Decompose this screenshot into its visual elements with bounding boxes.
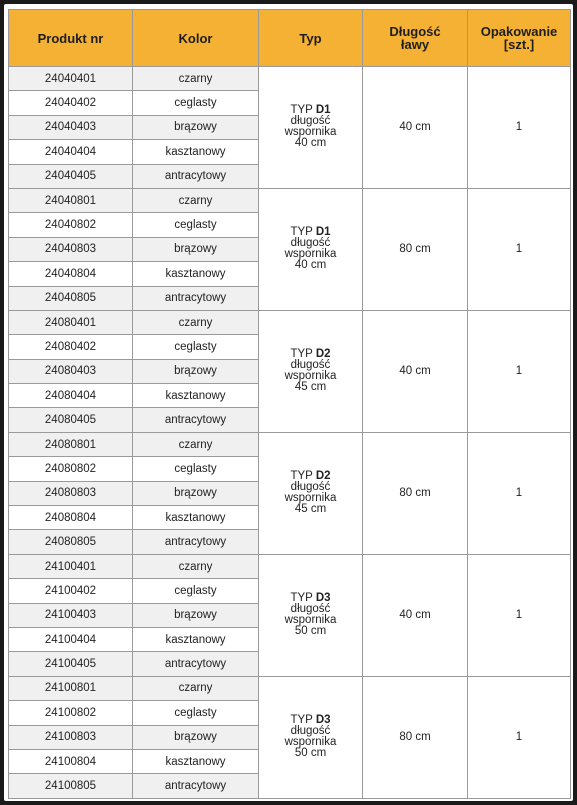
type-description-line: długość [290, 359, 331, 372]
table-frame [4, 4, 573, 801]
color-cell: kasztanowy [133, 627, 259, 651]
table-row [9, 676, 571, 700]
type-prefix: TYP [290, 348, 316, 361]
product-number-cell: 24080405 [9, 408, 133, 432]
color-cell: brązowy [133, 237, 259, 261]
header-row [9, 10, 571, 67]
color-cell: antracytowy [133, 408, 259, 432]
type-description-line: 50 cm [294, 625, 327, 638]
length-cell: 40 cm [363, 554, 468, 676]
type-description-line: 45 cm [294, 381, 327, 394]
table-row [9, 554, 571, 578]
color-cell: kasztanowy [133, 262, 259, 286]
color-cell: brązowy [133, 603, 259, 627]
type-code: D3 [315, 592, 331, 605]
type-cell [259, 67, 363, 189]
table-row [9, 432, 571, 456]
type-description-line: długość [290, 115, 331, 128]
type-description-line: długość [290, 603, 331, 616]
type-description-line: wspornika [284, 492, 337, 505]
product-number-cell: 24080801 [9, 432, 133, 456]
color-cell: czarny [133, 67, 259, 91]
product-table [8, 9, 571, 799]
package-cell: 1 [468, 310, 571, 432]
table-row [9, 67, 571, 91]
product-number-cell: 24100803 [9, 725, 133, 749]
color-cell: czarny [133, 188, 259, 212]
type-prefix: TYP [290, 104, 316, 117]
product-number-cell: 24080805 [9, 530, 133, 554]
type-prefix: TYP [290, 226, 316, 239]
length-cell: 40 cm [363, 67, 468, 189]
type-description-line: wspornika [284, 370, 337, 383]
color-cell: kasztanowy [133, 506, 259, 530]
type-description-line: 50 cm [294, 747, 327, 760]
color-cell: antracytowy [133, 774, 259, 798]
type-code: D2 [315, 348, 331, 361]
product-number-cell: 24040803 [9, 237, 133, 261]
color-cell: ceglasty [133, 579, 259, 603]
color-cell: czarny [133, 310, 259, 334]
product-number-cell: 24100405 [9, 652, 133, 676]
color-cell: czarny [133, 432, 259, 456]
color-cell: ceglasty [133, 213, 259, 237]
type-description-line: długość [290, 725, 331, 738]
color-cell: czarny [133, 554, 259, 578]
product-number-cell: 24040401 [9, 67, 133, 91]
product-number-cell: 24100404 [9, 627, 133, 651]
length-cell: 80 cm [363, 676, 468, 798]
type-code: D1 [315, 226, 331, 239]
length-cell: 40 cm [363, 310, 468, 432]
type-description-line: 45 cm [294, 503, 327, 516]
product-number-cell: 24100403 [9, 603, 133, 627]
product-number-cell: 24100402 [9, 579, 133, 603]
product-number-cell: 24100804 [9, 749, 133, 773]
type-cell [259, 188, 363, 310]
color-cell: brązowy [133, 115, 259, 139]
table-body [9, 67, 571, 799]
type-prefix: TYP [290, 592, 316, 605]
product-number-cell: 24080401 [9, 310, 133, 334]
package-cell: 1 [468, 676, 571, 798]
type-description-line: 40 cm [294, 137, 327, 150]
type-description-line: wspornika [284, 614, 337, 627]
color-cell: kasztanowy [133, 749, 259, 773]
type-description-line: długość [290, 481, 331, 494]
type-description-line: długość [290, 237, 331, 250]
color-cell: antracytowy [133, 652, 259, 676]
length-cell: 80 cm [363, 188, 468, 310]
product-number-cell: 24040404 [9, 140, 133, 164]
color-cell: brązowy [133, 481, 259, 505]
color-cell: antracytowy [133, 530, 259, 554]
type-code: D1 [315, 104, 331, 117]
header-package: Opakowanie [szt.] [468, 10, 571, 67]
product-number-cell: 24080402 [9, 335, 133, 359]
product-number-cell: 24080802 [9, 457, 133, 481]
header-type: Typ [259, 10, 363, 67]
package-cell: 1 [468, 188, 571, 310]
header-product: Produkt nr [9, 10, 133, 67]
color-cell: antracytowy [133, 286, 259, 310]
type-description-line: wspornika [284, 736, 337, 749]
type-cell [259, 432, 363, 554]
header-color: Kolor [133, 10, 259, 67]
product-number-cell: 24040805 [9, 286, 133, 310]
length-cell: 80 cm [363, 432, 468, 554]
type-cell [259, 310, 363, 432]
color-cell: ceglasty [133, 335, 259, 359]
type-description-line: wspornika [284, 126, 337, 139]
color-cell: ceglasty [133, 457, 259, 481]
type-description-line: wspornika [284, 248, 337, 261]
color-cell: antracytowy [133, 164, 259, 188]
product-number-cell: 24100801 [9, 676, 133, 700]
type-prefix: TYP [290, 470, 316, 483]
color-cell: kasztanowy [133, 384, 259, 408]
product-number-cell: 24080803 [9, 481, 133, 505]
package-cell: 1 [468, 554, 571, 676]
type-description-line: 40 cm [294, 259, 327, 272]
type-code: D3 [315, 714, 331, 727]
product-number-cell: 24040804 [9, 262, 133, 286]
color-cell: ceglasty [133, 701, 259, 725]
color-cell: brązowy [133, 359, 259, 383]
color-cell: kasztanowy [133, 140, 259, 164]
color-cell: ceglasty [133, 91, 259, 115]
product-number-cell: 24080404 [9, 384, 133, 408]
product-number-cell: 24040402 [9, 91, 133, 115]
table-row [9, 310, 571, 334]
type-prefix: TYP [290, 714, 316, 727]
product-number-cell: 24080403 [9, 359, 133, 383]
package-cell: 1 [468, 67, 571, 189]
type-cell [259, 676, 363, 798]
product-number-cell: 24040405 [9, 164, 133, 188]
product-number-cell: 24040403 [9, 115, 133, 139]
color-cell: brązowy [133, 725, 259, 749]
product-number-cell: 24100802 [9, 701, 133, 725]
product-number-cell: 24080804 [9, 506, 133, 530]
product-number-cell: 24040801 [9, 188, 133, 212]
product-number-cell: 24100805 [9, 774, 133, 798]
table-row [9, 188, 571, 212]
package-cell: 1 [468, 432, 571, 554]
type-code: D2 [315, 470, 331, 483]
type-cell [259, 554, 363, 676]
product-number-cell: 24100401 [9, 554, 133, 578]
color-cell: czarny [133, 676, 259, 700]
header-length: Długość ławy [363, 10, 468, 67]
product-number-cell: 24040802 [9, 213, 133, 237]
